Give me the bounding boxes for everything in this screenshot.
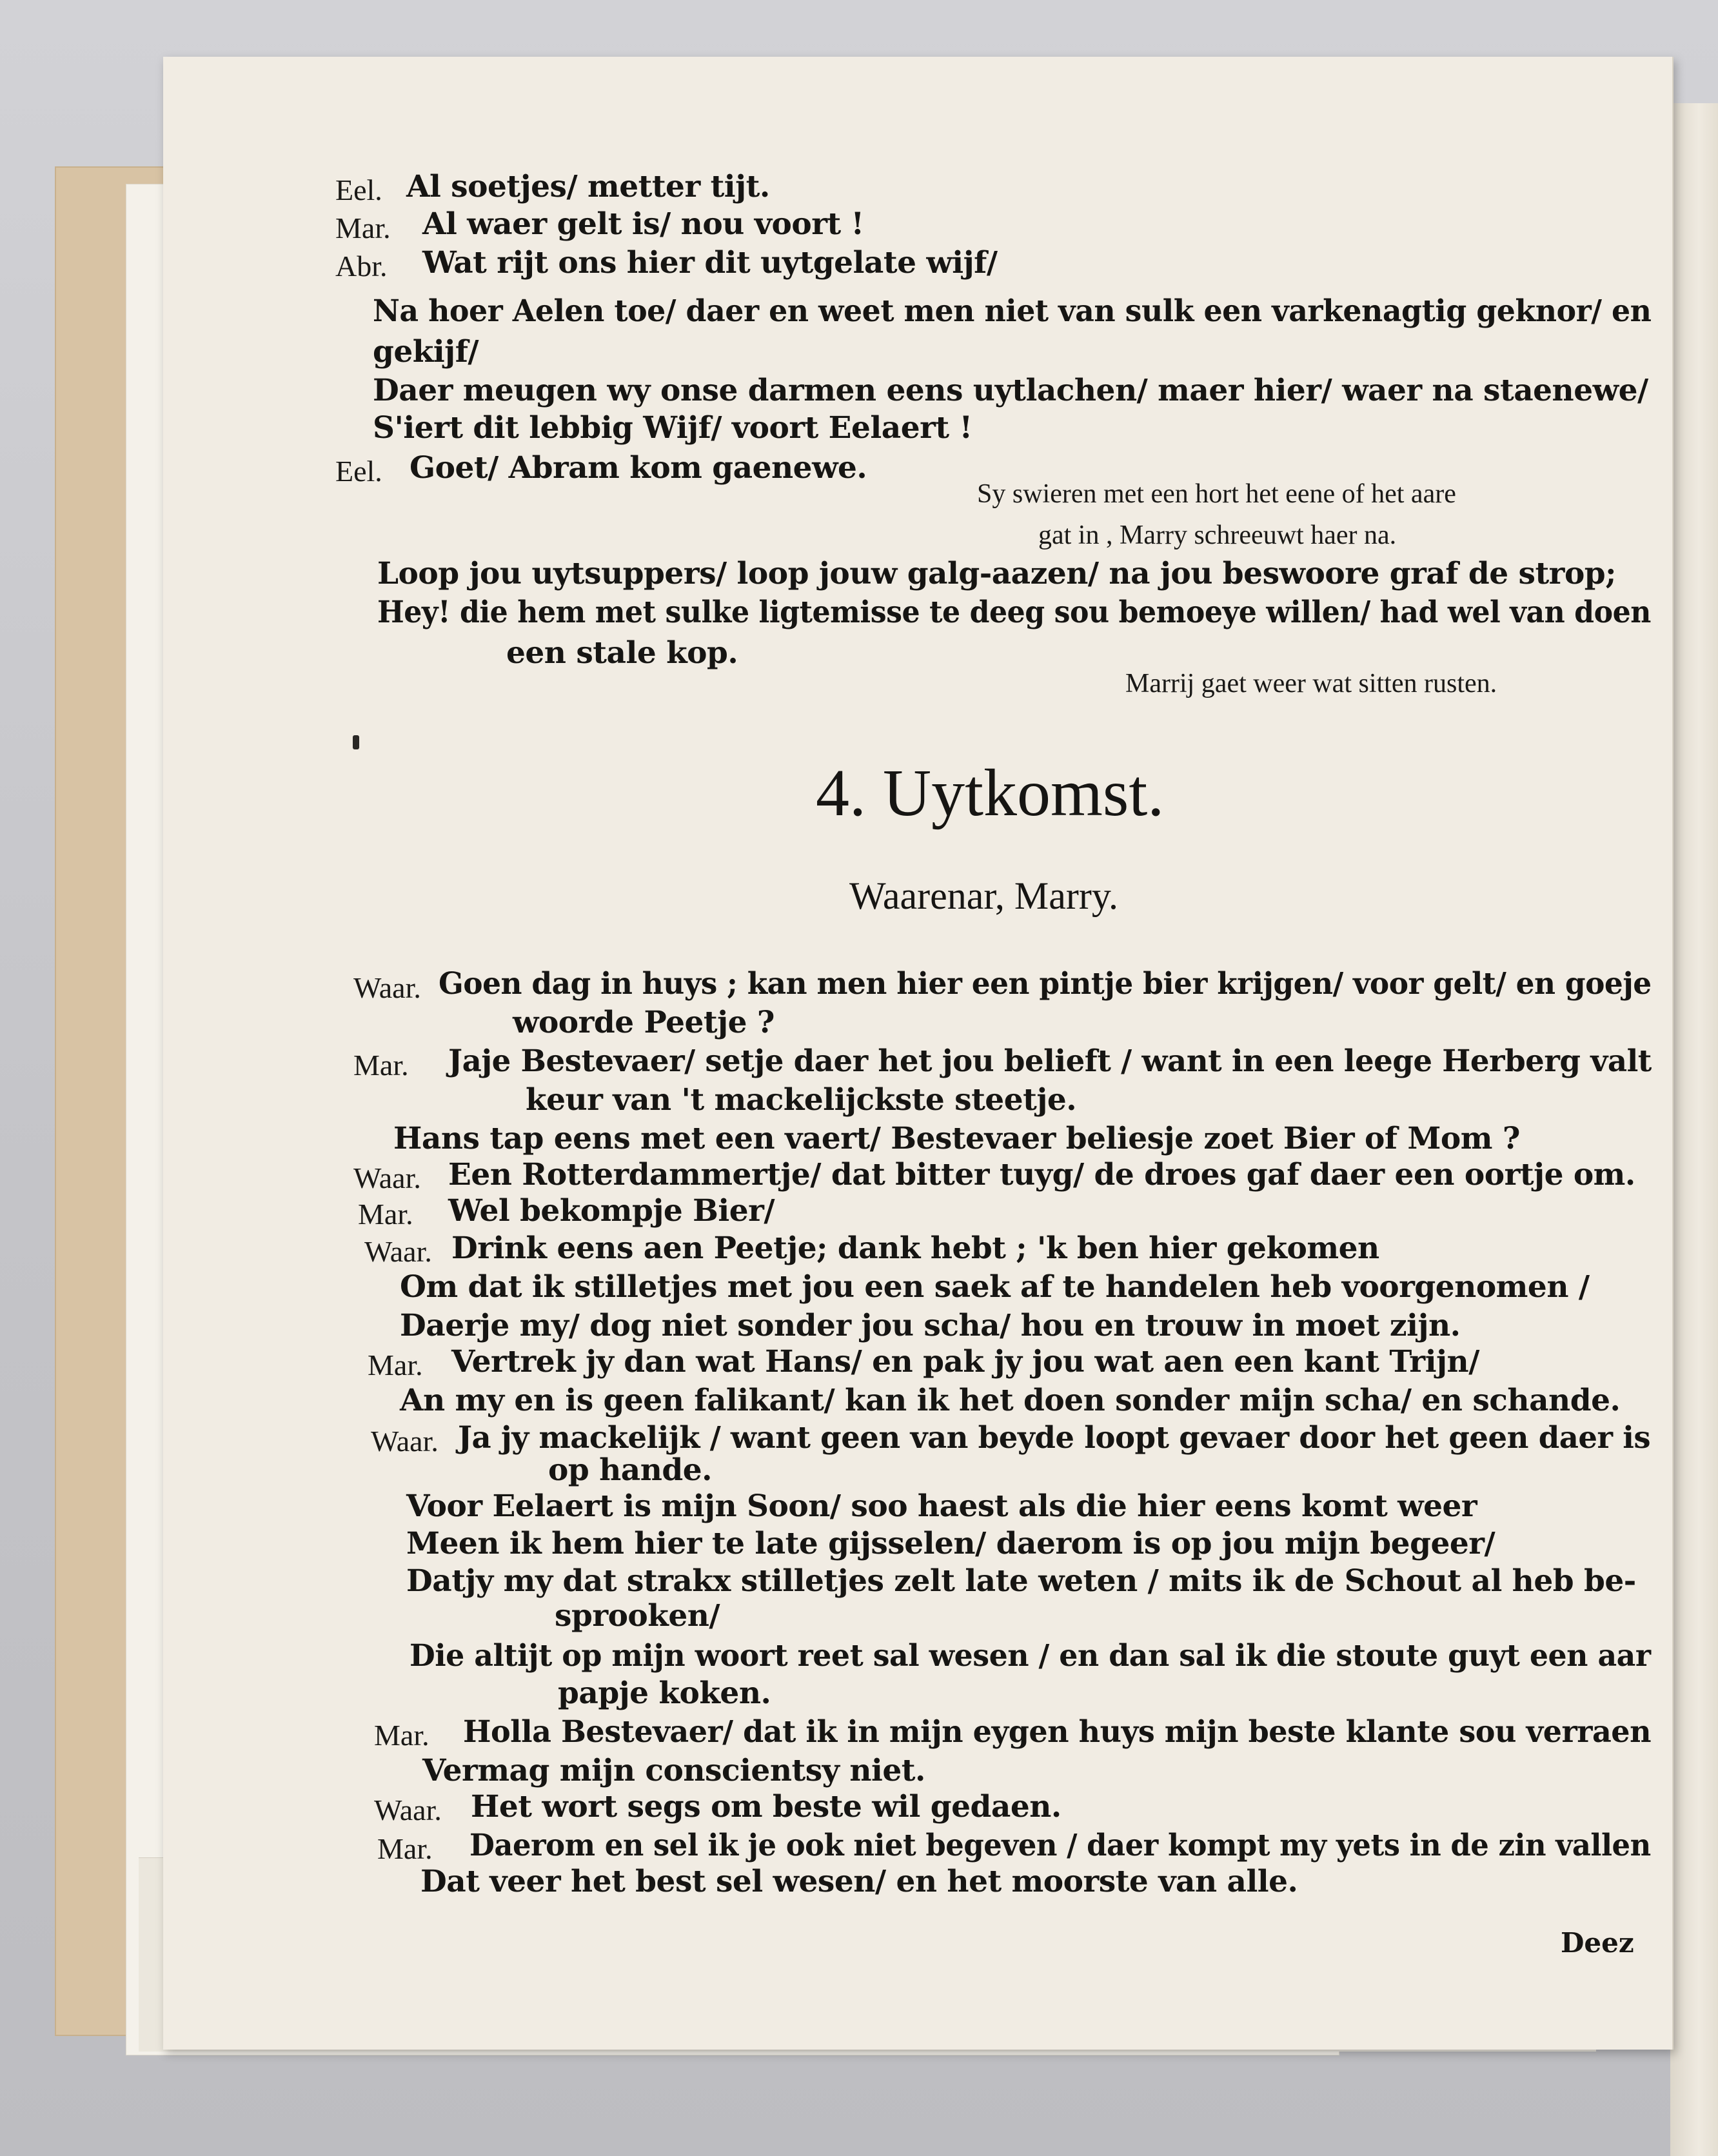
dialogue-line: Al soetjes/ metter tijt. [406,169,770,204]
dialogue-line: papje koken. [558,1676,771,1711]
dialogue-line: gekijf/ [373,334,479,370]
dialogue-line: Na hoer Aelen toe/ daer en weet men niet van sulk een varkenagtig geknor/ en [373,293,1652,329]
speaker-label: Waar. [353,1162,421,1194]
speaker-label: Waar. [353,971,421,1004]
catchword: Deez [1561,1927,1634,1959]
dialogue-line: woorde Peetje ? [513,1005,775,1040]
speaker-label: Mar. [377,1832,433,1865]
speaker-label: Mar. [335,212,391,244]
dialogue-line: Het wort segs om beste wil gedaen. [471,1789,1061,1825]
dialogue-line: Drink eens aen Peetje; dank hebt ; 'k ben hier gekomen [451,1231,1379,1266]
speaker-label: Mar. [353,1049,409,1082]
speaker-label: Waar. [364,1235,432,1268]
dialogue-line: op hande. [548,1452,712,1488]
dialogue-line: Hans tap eens met een vaert/ Bestevaer beliesje zoet Bier of Mom ? [393,1121,1520,1156]
dialogue-line: Wat rijt ons hier dit uytgelate wijf/ [422,245,998,281]
dialogue-line: Vertrek jy dan wat Hans/ en pak jy jou wat aen een kant Trijn/ [451,1344,1479,1380]
stage-direction: gat in , Marry schreeuwt haer na. [1038,520,1397,550]
dialogue-line: Om dat ik stilletjes met jou een saek af te handelen heb voorgenomen / [400,1269,1590,1305]
speaker-label: Waar. [371,1425,439,1458]
dialogue-line: Hey! die hem met sulke ligtemisse te deeg sou bemoeye willen/ had wel van doen [377,595,1651,630]
dialogue-line: Al waer gelt is/ nou voort ! [422,206,864,242]
dialogue-line: An my en is geen falikant/ kan ik het doen sonder mijn scha/ en schande. [400,1383,1621,1418]
dialogue-line: Goet/ Abram kom gaenewe. [410,450,867,486]
speaker-label: Abr. [335,250,388,282]
stage-direction: Sy swieren met een hort het eene of het aare [977,479,1456,509]
dialogue-line: Daer meugen wy onse darmen eens uytlachen/ maer hier/ waer na staenewe/ [373,373,1648,408]
dialogue-line: Daerje my/ dog niet sonder jou scha/ hou en trouw in moet zijn. [400,1308,1461,1343]
speaker-label: Waar. [374,1794,442,1826]
dialogue-line: Dat veer het best sel wesen/ en het moorste van alle. [420,1864,1298,1899]
dialogue-line: een stale kop. [506,635,738,671]
dialogue-line: Daerom en sel ik je ook niet begeven / daer kompt my yets in de zin vallen [469,1828,1651,1863]
dialogue-line: Datjy my dat strakx stilletjes zelt late weten / mits ik de Schout al heb be- [406,1563,1636,1599]
dialogue-line: Die altijt op mijn woort reet sal wesen / en dan sal ik die stoute guyt een aar [410,1638,1651,1674]
dialogue-line: keur van 't mackelijckste steetje. [526,1082,1077,1118]
dialogue-line: S'iert dit lebbig Wijf/ voort Eelaert ! [373,410,973,446]
section-subtitle: Waarenar, Marry. [849,875,1118,917]
dialogue-line: Holla Bestevaer/ dat ik in mijn eygen huys mijn beste klante sou verraen [463,1714,1652,1750]
ink-mark [353,735,359,749]
speaker-label: Mar. [368,1349,423,1381]
dialogue-line: Goen dag in huys ; kan men hier een pintje bier krijgen/ voor gelt/ en goeje [439,966,1652,1002]
stage-direction: Marrij gaet weer wat sitten rusten. [1125,669,1497,698]
dialogue-line: Meen ik hem hier te late gijsselen/ daerom is op jou mijn begeer/ [406,1526,1496,1561]
section-title: 4. Uytkomst. [816,756,1165,830]
dialogue-line: Vermag mijn conscientsy niet. [422,1753,925,1788]
dialogue-line: sprooken/ [555,1598,720,1634]
dialogue-line: Jaje Bestevaer/ setje daer het jou belieft / want in een leege Herberg valt [448,1043,1652,1079]
dialogue-line: Wel bekompje Bier/ [448,1193,775,1229]
dialogue-line: Een Rotterdammertje/ dat bitter tuyg/ de droes gaf daer een oortje om. [448,1157,1635,1192]
speaker-label: Eel. [335,455,382,488]
speaker-label: Mar. [358,1198,413,1231]
dialogue-line: Voor Eelaert is mijn Soon/ soo haest als die hier eens komt weer [406,1488,1477,1524]
speaker-label: Eel. [335,173,382,206]
speaker-label: Mar. [374,1719,430,1752]
dialogue-line: Ja jy mackelijk / want geen van beyde loopt gevaer door het geen daer is [458,1420,1651,1456]
dialogue-line: Loop jou uytsuppers/ loop jouw galg-aazen/ na jou beswoore graf de strop; [377,556,1616,591]
